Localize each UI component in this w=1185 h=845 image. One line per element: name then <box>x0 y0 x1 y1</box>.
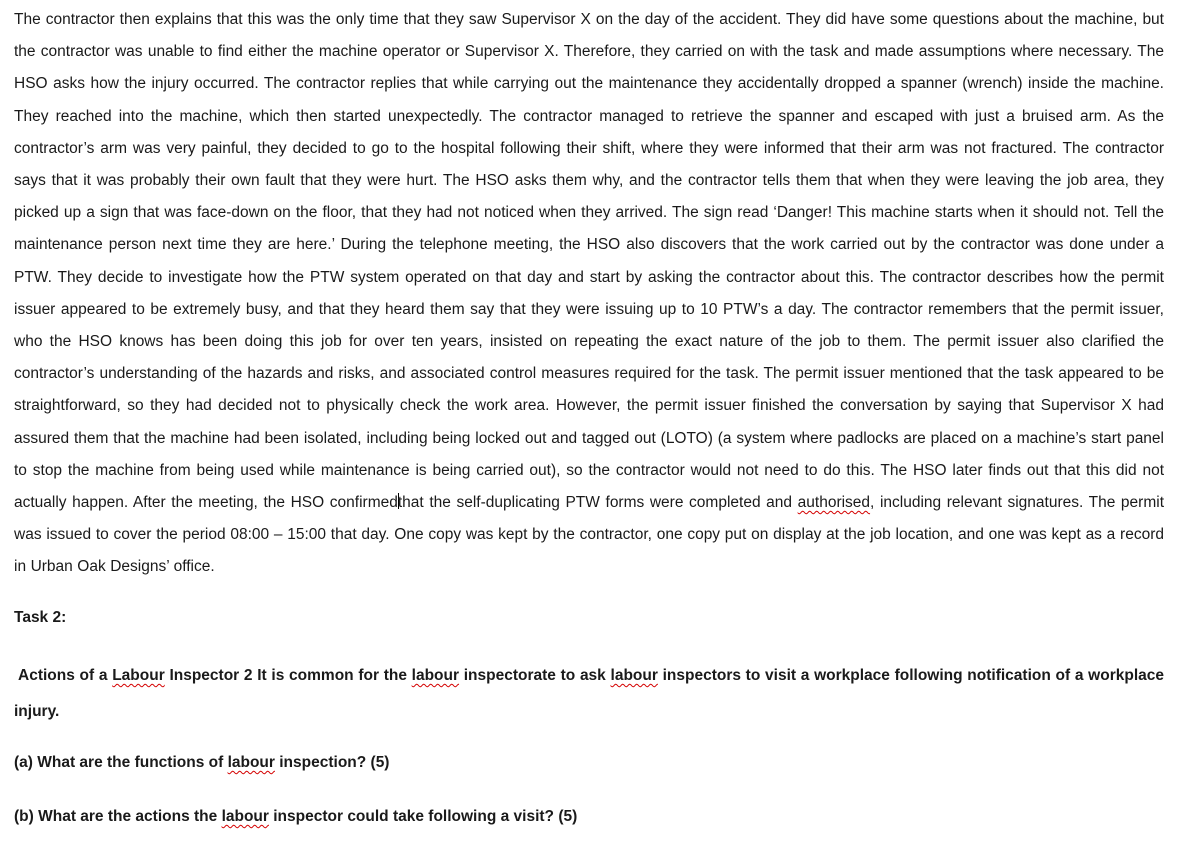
question-b-text-1: (b) What are the actions the <box>14 808 222 825</box>
case-study-paragraph[interactable] <box>14 0 1164 584</box>
task-intro-text-1: Actions of a <box>18 667 113 684</box>
question-b <box>14 805 577 829</box>
question-a-text-2: inspection? (5) <box>274 754 390 771</box>
spellcheck-flagged-word[interactable]: labour <box>227 754 275 771</box>
spellcheck-flagged-word[interactable]: labour <box>610 667 658 684</box>
task-intro <box>14 658 1164 730</box>
spellcheck-flagged-word[interactable]: authorised <box>797 494 871 512</box>
question-a <box>14 751 389 775</box>
paragraph-text-part-3: , including relevant signatures. The permit was issued to cover the period 08:00 – 15:00 that day. One copy was kept by the contractor, one copy put on display at the job location, and one was kept as a record in Urban Oak Designs’ office. <box>14 494 1165 576</box>
spellcheck-flagged-word[interactable]: labour <box>411 667 460 684</box>
task-intro-text-3: inspectorate to ask <box>459 667 611 684</box>
task-intro-text-4: inspectors to visit a workplace following notification of a workplace injury. <box>14 667 1164 720</box>
task-intro-text-2: Inspector 2 It is common for the <box>164 667 412 684</box>
document-page[interactable] <box>14 0 1165 825</box>
paragraph-text-part-1: The contractor then explains that this was the only time that they saw Supervisor X on the day of the accident. They did have some questions about the machine, but the contractor was unable to find either the machine operator or Supervisor X. Therefore, they carried on with the task and made assumptions where necessary. The HSO asks how the injury occurred. The contractor replies that while carrying out the maintenance they accidentally dropped a spanner (wrench) inside the machine. They reached into the machine, which then started unexpectedly. The contractor managed to retrieve the spanner and escaped with just a bruised arm. As the contractor’s arm was very painful, they decided to go to the hospital following their shift, where they were informed that their arm was not fractured. The contractor says that it was probably their own fault that they were hurt. The HSO asks them why, and the contractor tells them that when they were leaving the job area, they picked up a sign that was face-down on the floor, that they had not noticed when they arrived. The sign read ‘Danger! This machine starts when it should not. Tell the maintenance person next time they are here.’ During the telephone meeting, the HSO also discovers that the work carried out by the contractor was done under a PTW. They decide to investigate how the PTW system operated on that day and start by asking the contractor about this. The contractor describes how the permit issuer appeared to be extremely busy, and that they heard them say that they were issuing up to 10 PTW’s a day. The contractor remembers that the permit issuer, who the HSO knows has been doing this job for over ten years, insisted on repeating the exact nature of the job to them. The permit issuer also clarified the contractor’s understanding of the hazards and risks, and associated control measures required for the task. The permit issuer mentioned that the task appeared to be straightforward, so they had decided not to physically check the work area. However, the permit issuer finished the conversation by saying that Supervisor X had assured them that the machine had been isolated, including being locked out and tagged out (LOTO) (a system where padlocks are placed on a machine’s start panel to stop the machine from being used while maintenance is being carried out), so the contractor would not need to do this. The HSO later finds out that this did not actually happen. After the meeting, the HSO confirmed <box>14 11 1164 512</box>
spellcheck-flagged-word[interactable]: labour <box>221 808 269 825</box>
task-heading: Task 2: <box>14 609 67 626</box>
question-a-text-1: (a) What are the functions of <box>14 754 228 771</box>
paragraph-text-part-2: that the self-duplicating PTW forms were completed and <box>397 494 793 512</box>
question-b-text-2: inspector could take following a visit? (5) <box>268 808 578 825</box>
spellcheck-flagged-word[interactable]: Labour <box>112 667 165 684</box>
